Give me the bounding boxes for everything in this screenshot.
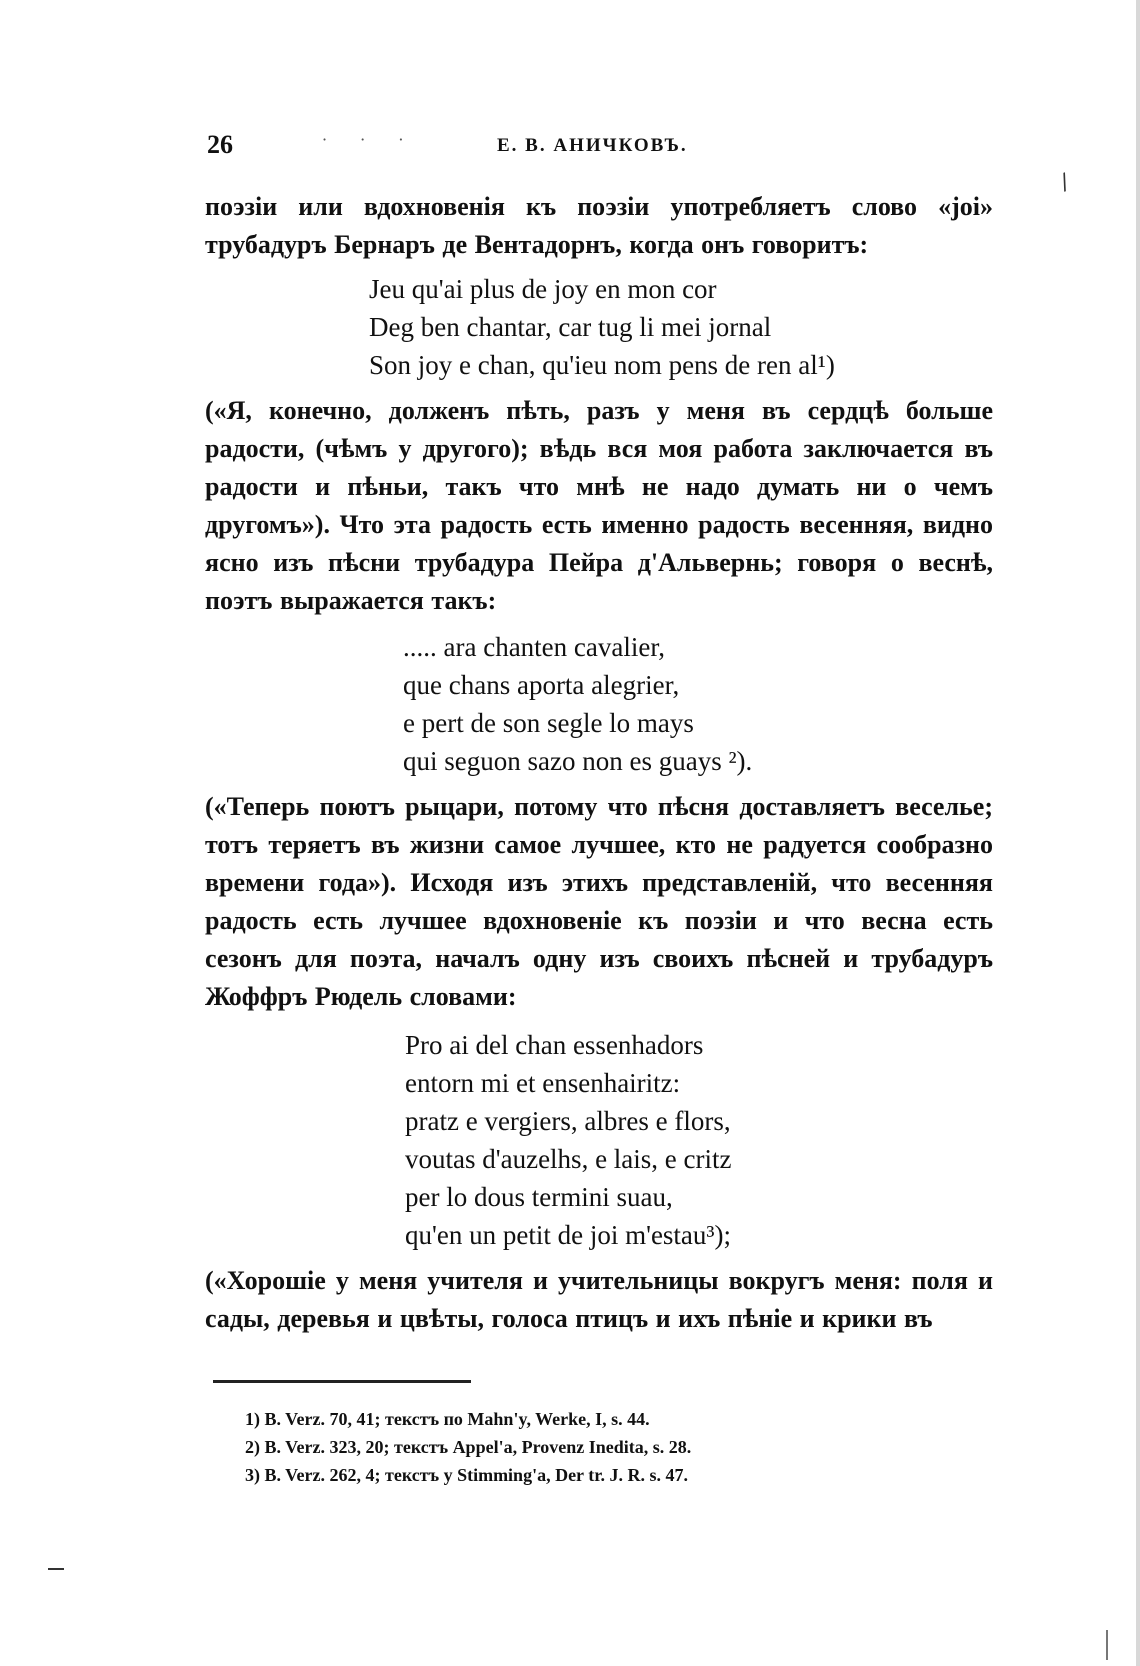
verse-line: Pro ai del chan essenhadors	[405, 1030, 704, 1060]
header-dots-decoration: · · ·	[322, 130, 418, 149]
verse-line: ..... ara chanten cavalier,	[403, 632, 666, 662]
page-edge	[1136, 0, 1140, 1666]
verse-quote-2	[205, 628, 993, 780]
paragraph-3: («Теперь поютъ рыцари, потому что пѣсня доставляетъ веселье; тотъ теряетъ въ жизни самое лучшее, кто не радуется сообразно времени года»). Исходя изъ этихъ представленій, что весенняя радость есть лучшее вдохновеніе къ поэзіи и что весна есть сезонъ для поэта, началъ одну изъ своихъ пѣсней и трубадуръ Жоффръ Рюдель словами:	[205, 792, 993, 1011]
footnotes	[245, 1405, 945, 1489]
verse-line: pratz e vergiers, albres e flors,	[405, 1106, 731, 1136]
verse-line: e pert de son segle lo mays	[403, 708, 694, 738]
verse-quote-3	[205, 1026, 993, 1254]
paragraph-4: («Хорошіе у меня учителя и учительницы вокругъ меня: поля и сады, деревья и цвѣты, голоса птицъ и ихъ пѣніе и крики въ	[205, 1266, 993, 1333]
page-number: 26	[207, 130, 233, 159]
footnote-3: 3) B. Verz. 262, 4; текстъ у Stimming'a, Der tr. J. R. s. 47.	[245, 1465, 689, 1485]
footnote-1: 1) B. Verz. 70, 41; текстъ по Mahn'y, Werke, I, s. 44.	[245, 1409, 650, 1429]
verse-line: que chans aporta alegrier,	[403, 670, 680, 700]
verse-line: qui seguon sazo non es guays ²).	[403, 746, 753, 776]
stray-mark: /	[1056, 169, 1073, 196]
verse-line: Son joy e chan, qu'ieu nom pens de ren al¹)	[369, 350, 835, 380]
verse-line: Jeu qu'ai plus de joy en mon cor	[369, 274, 717, 304]
verse-line: entorn mi et ensenhairitz:	[405, 1068, 681, 1098]
footnote-2: 2) B. Verz. 323, 20; текстъ Appel'a, Provenz Inedita, s. 28.	[245, 1437, 692, 1457]
stray-mark	[1106, 1630, 1108, 1660]
verse-line: Deg ben chantar, car tug li mei jornal	[369, 312, 772, 342]
paragraph-1: поэзіи или вдохновенія къ поэзіи употребляетъ слово «joi» трубадуръ Бернаръ де Вентадорнъ, когда онъ говоритъ:	[205, 192, 993, 259]
verse-line: qu'en un petit de joi m'estau³);	[405, 1220, 732, 1250]
running-head: Е. В. АНИЧКОВЪ.	[497, 135, 688, 156]
verse-line: voutas d'auzelhs, e lais, e critz	[405, 1144, 732, 1174]
page-header	[207, 130, 807, 170]
footnote-divider	[213, 1380, 471, 1383]
paragraph-2: («Я, конечно, долженъ пѣть, разъ у меня въ сердцѣ больше радости, (чѣмъ у другого); вѣдь вся моя работа заключается въ радости и пѣньи, такъ что мнѣ не надо думать ни о чемъ другомъ»). Что эта радость есть именно радость весенняя, видно ясно изъ пѣсни трубадура Пейра д'Альвернь; говоря о веснѣ, поэтъ выражается такъ:	[205, 396, 993, 615]
verse-quote-1	[205, 270, 993, 384]
body-text	[205, 188, 993, 1338]
stray-mark	[48, 1568, 64, 1570]
verse-line: per lo dous termini suau,	[405, 1182, 673, 1212]
